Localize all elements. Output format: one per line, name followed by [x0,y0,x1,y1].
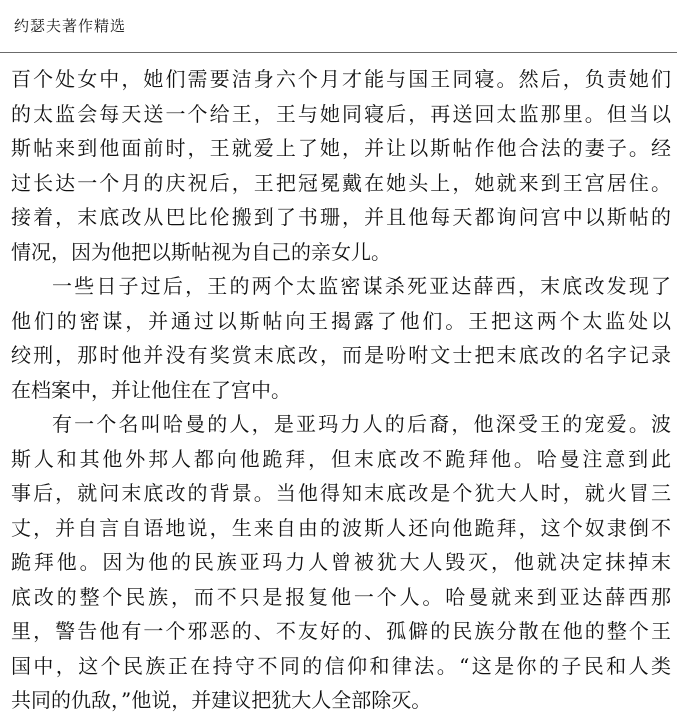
text-line: 斯人和其他外邦人都向他跪拜，但末底改不跪拜他。哈曼注意到此 [11,446,671,471]
text-line: 过长达一个月的庆祝后，王把冠冕戴在她头上，她就来到王宫居住。 [11,170,671,195]
paragraph-2 [11,269,671,407]
text-line: 事后，就问末底改的背景。当他得知末底改是个犹大人时，就火冒三 [11,481,671,505]
text-line: 底改的整个民族，而不只是报复他一个人。哈曼就来到亚达薛西那 [11,584,671,609]
header-rule [0,52,677,53]
text-line: 丈，并自言自语地说，生来自由的波斯人还向他跪拜，这个奴隶倒不 [11,515,671,540]
text-line: 的太监会每天送一个给王，王与她同寝后，再送回太监那里。但当以 [11,101,671,126]
text-line: 他们的密谋，并通过以斯帖向王揭露了他们。王把这两个太监处以 [11,308,671,333]
text-line: 接着，末底改从巴比伦搬到了书珊，并且他每天都询问宫中以斯帖的 [11,205,671,229]
text-line: 共同的仇敌，”他说，并建议把犹大人全部除灭。 [11,688,432,712]
paragraph-3 [11,407,671,718]
text-line: 情况，因为他把以斯帖视为自己的亲女儿。 [11,239,391,264]
text-line: 一些日子过后，王的两个太监密谋杀死亚达薛西，末底改发现了 [52,274,671,298]
paragraph-1 [11,62,671,269]
text-line: 有一个名叫哈曼的人，是亚玛力人的后裔，他深受王的宠爱。波 [52,412,671,436]
text-line: 国中，这个民族正在持守不同的信仰和律法。“这是你的子民和人类 [11,653,671,678]
text-line: 百个处女中，她们需要洁身六个月才能与国王同寝。然后，负责她们 [11,67,671,91]
text-line: 斯帖来到他面前时，王就爱上了她，并让以斯帖作他合法的妻子。经 [11,136,671,160]
text-line: 绞刑，那时他并没有奖赏末底改，而是吩咐文士把末底改的名字记录 [11,343,671,367]
body-text [11,62,671,718]
running-header: 约瑟夫著作精选 [14,17,127,35]
text-line: 跪拜他。因为他的民族亚玛力人曾被犹大人毁灭，他就决定抹掉末 [11,550,671,574]
text-line: 里，警告他有一个邪恶的、不友好的、孤僻的民族分散在他的整个王 [11,619,671,643]
text-line: 在档案中，并让他住在了宫中。 [11,377,291,402]
